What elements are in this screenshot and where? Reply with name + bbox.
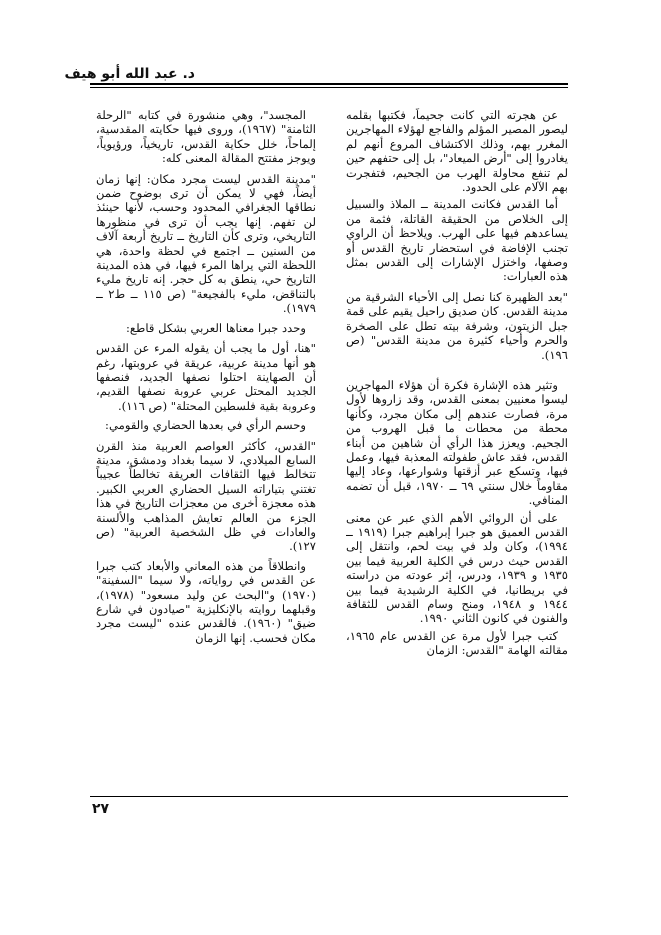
paragraph: كتب جبرا لأول مرة عن القدس عام ١٩٦٥، مقالته الهامة "القدس: الزمان	[346, 628, 568, 658]
right-text-column	[346, 108, 568, 788]
left-text-column	[96, 108, 316, 788]
paragraph: وحدد جبرا معناها العربي بشكل قاطع:	[126, 320, 306, 335]
paragraph: عن هجرته التي كانت جحيماً، فكتبها بقلمه ليصور المصير المؤلم والفاجع لهؤلاء المهاجرين المغرر بهم، وذلك الاكتشاف المروع أنهم لم يغادروا إلى "أرض الميعاد"، بل إلى حتفهم حين لم تنفع محاولة الهرب من الجحيم، فتفجرت بهم الآلام على الحدود.	[346, 108, 568, 195]
block-quote: "بعد الظهيرة كنا نصل إلى الأحياء الشرقية من مدينة القدس. كان صديق راحيل يقيم على قمة جبل الزيتون، وشرفة بيته تطل على الصخرة والحرم وأحياء كثيرة من مدينة القدس" (ص ١٩٦).	[346, 289, 568, 362]
footer-rule	[90, 796, 568, 797]
block-quote: "مدينة القدس ليست مجرد مكان: إنها زمان أيضاً، فهي لا يمكن أن ترى بوضوح ضمن نطاقها الجغرافي المحدود وحسب، لأنها حينئذ لن تفهم. إنها يجب أن ترى في منظورها التاريخي، وترى كأن التاريخ ــ تاريخ أربعة آلاف من السنين ــ اجتمع في لحظة واحدة، هي اللحظة التي يراها المرء فيها، في هذه المدينة التاريخ حي، ينطق به كل حجر. إنه تاريخ مليء بالتناقض، مليء بالفجيعة" (ص ١١٥ ــ ط٢ ــ ١٩٧٩).	[96, 171, 316, 316]
paragraph: وحسم الرأي في بعدها الحضاري والقومي:	[105, 418, 306, 433]
block-quote: "هنا، أول ما يجب أن يقوله المرء عن القدس هو أنها مدينة عربية، عريقة في عروبتها، رغم أن الصهاينة احتلوا نصفها الجديد، فنصفها الجديد المحتل عربي عروبة نصفها القديم، وعروبة بقية فلسطين المحتلة" (ص ١١٦).	[96, 341, 316, 413]
paragraph: وانطلاقاً من هذه المعاني والأبعاد كتب جبرا عن القدس في رواياته، ولا سيما "السفينة" (١٩٧٠) و"البحث عن وليد مسعود" (١٩٧٨)، وقبلهما روايته بالإنكليزية "صيادون في شارع ضيق" (١٩٦٠). فالقدس عنده "ليست مجرد مكان فحسب. إنها الزمان	[96, 558, 316, 645]
header-rule-thin	[90, 87, 568, 88]
paragraph: أما القدس فكانت المدينة ــ الملاذ والسبيل إلى الخلاص من الحقيقة القاتلة، فثمة من يساعدهم فيها على الهرب. ويلاحظ أن الراوي تجنب الإفاضة في استحضار تاريخ القدس أو وصفها، واختزل الإشارات إلى القدس بمثل هذه العبارات:	[346, 197, 568, 284]
block-quote: "القدس، كأكثر العواصم العربية منذ القرن السابع الميلادي، لا سيما بغداد ودمشق، مدينة تتخالط فيها الثقافات العريقة تخالطاً عجيباً تغتني بتياراته السيل الحضاري العربي الكبير. هذه معجزة أخرى من معجزات التاريخ في هذا الجزء من العالم تعايش المذاهب والألسنة والعادات في ظل الشخصية العربية" (ص ١٢٧).	[96, 438, 316, 554]
paragraph: المجسد"، وهي منشورة في كتابه "الرحلة الثامنة" (١٩٦٧)، وروى فيها حكايته المقدسية، إلماحاً، خلل حكاية القدس، تاريخياً، ورؤيوياً، ويوجز مفتتح المقالة المعنى كله:	[96, 108, 316, 166]
running-header-author: د. عبد الله أبو هيف	[64, 66, 195, 82]
header-rule	[90, 83, 568, 85]
page-number: ٢٧	[92, 801, 110, 817]
paragraph: وتثير هذه الإشارة فكرة أن هؤلاء المهاجرين ليسوا معنيين بمعنى القدس، وقد زاروها لأول مرة، فصارت عندهم إلى مكان مجرد، وكأنها محطة من محطات ما قبل الهروب من الجحيم. ويعزز هذا الرأي أن شاهين من أبناء القدس، فقد عاش طفولته المعذبة فيها، وعمل فيها، وتسكع عبر أزقتها وشوارعها، وعاد إليها مقاوماً خلال سنتي ٦٩ ــ ١٩٧٠، قبل أن تضمه المنافي.	[346, 377, 568, 508]
paragraph: على أن الروائي الأهم الذي عبر عن معنى القدس العميق هو جبرا إبراهيم جبرا (١٩١٩ ــ ١٩٩٤)، وكان ولد في بيت لحم، وانتقل إلى القدس حيث درس في الكلية العربية فيما بين ١٩٣٥ و ١٩٣٩، ودرس، إثر عودته من دراسته في بريطانيا، في الكلية الرشيدية فيما بين ١٩٤٤ و ١٩٤٨، ومنح وسام القدس للثقافة والفنون في كانون الثاني ١٩٩٠.	[346, 510, 568, 626]
